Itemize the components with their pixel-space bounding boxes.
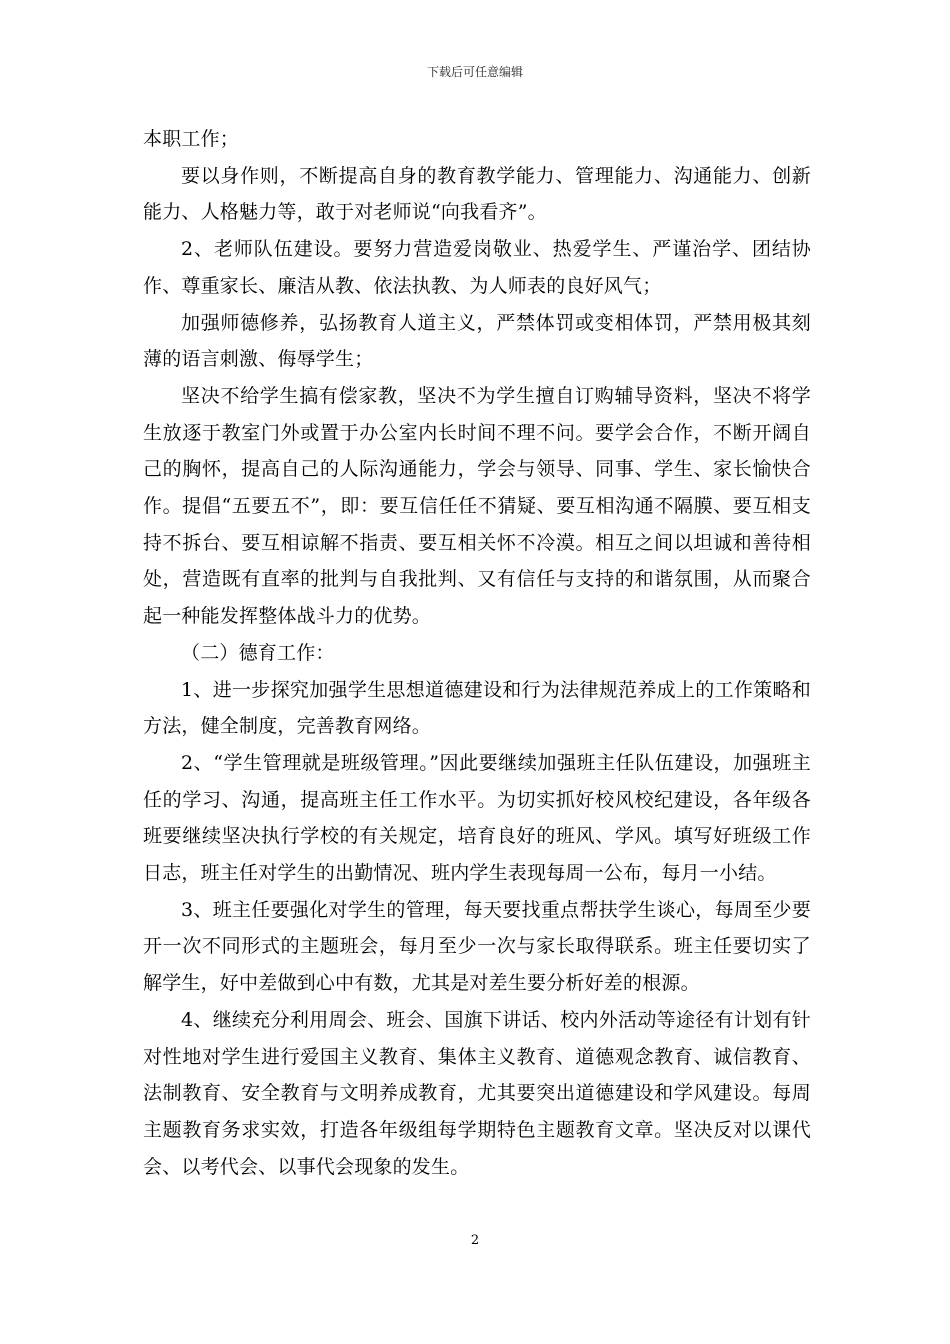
page-number: 2	[470, 1233, 480, 1248]
section-heading-moral-education: （二）德育工作：	[181, 641, 335, 664]
paragraph-cooperation: 坚决不给学生搞有偿家教，坚决不为学生擅自订购辅导资料，坚决不将学生放逐于教室门外或置于办公室内长时间不理不问。要学会合作，不断开阔自己的胸怀，提高自己的人际沟通能力，学会与领导、同事、学生、家长愉快合作。提倡“五要五不”，即：要互信任任不猜疑、要互相沟通不隔膜、要互相支持不拆台、要互相谅解不指责、要互相关怀不冷漠。相互之间以坦诚和善待相处，营造既有直率的批判与自我批判、又有信任与支持的和谐氛围，从而聚合起一种能发挥整体战斗力的优势。	[143, 384, 811, 628]
paragraph-item-3: 3、班主任要强化对学生的管理，每天要找重点帮扶学生谈心，每周至少要开一次不同形式的主题班会，每月至少一次与家长取得联系。班主任要切实了解学生，好中差做到心中有数，尤其是对差生要分析好差的根源。	[143, 898, 811, 995]
paragraph-teacher-team: 2、老师队伍建设。要努力营造爱岗敬业、热爱学生、严谨治学、团结协作、尊重家长、廉洁从教、依法执教、为人师表的良好风气；	[143, 238, 811, 297]
paragraph-lead-by-example: 要以身作则，不断提高自身的教育教学能力、管理能力、沟通能力、创新能力、人格魅力等，敢于对老师说“向我看齐”。	[143, 164, 811, 224]
page-header-note: 下载后可任意编辑	[426, 65, 523, 79]
paragraph-item-4: 4、继续充分利用周会、班会、国旗下讲话、校内外活动等途径有计划有针对性地对学生进行爱国主义教育、集体主义教育、道德观念教育、诚信教育、法制教育、安全教育与文明养成教育，尤其要突出道德建设和学风建设。每周主题教育务求实效，打造各年级组每学期特色主题教育文章。坚决反对以课代会、以考代会、以事代会现象的发生。	[143, 1008, 811, 1178]
paragraph-item-2: 2、“学生管理就是班级管理。”因此要继续加强班主任队伍建设，加强班主任的学习、沟通，提高班主任工作水平。为切实抓好校风校纪建设，各年级各班要继续坚决执行学校的有关规定，培育良好的班风、学风。填写好班级工作日志，班主任对学生的出勤情况、班内学生表现每周一公布，每月一小结。	[143, 751, 811, 885]
paragraph-continuation: 本职工作；	[143, 128, 240, 150]
paragraph-teacher-ethics: 加强师德修养，弘扬教育人道主义，严禁体罚或变相体罚，严禁用极其刻薄的语言刺激、侮辱学生；	[143, 311, 811, 371]
document-body	[143, 121, 811, 1185]
paragraph-item-1: 1、进一步探究加强学生思想道德建设和行为法律规范养成上的工作策略和方法，健全制度，完善教育网络。	[143, 678, 811, 738]
